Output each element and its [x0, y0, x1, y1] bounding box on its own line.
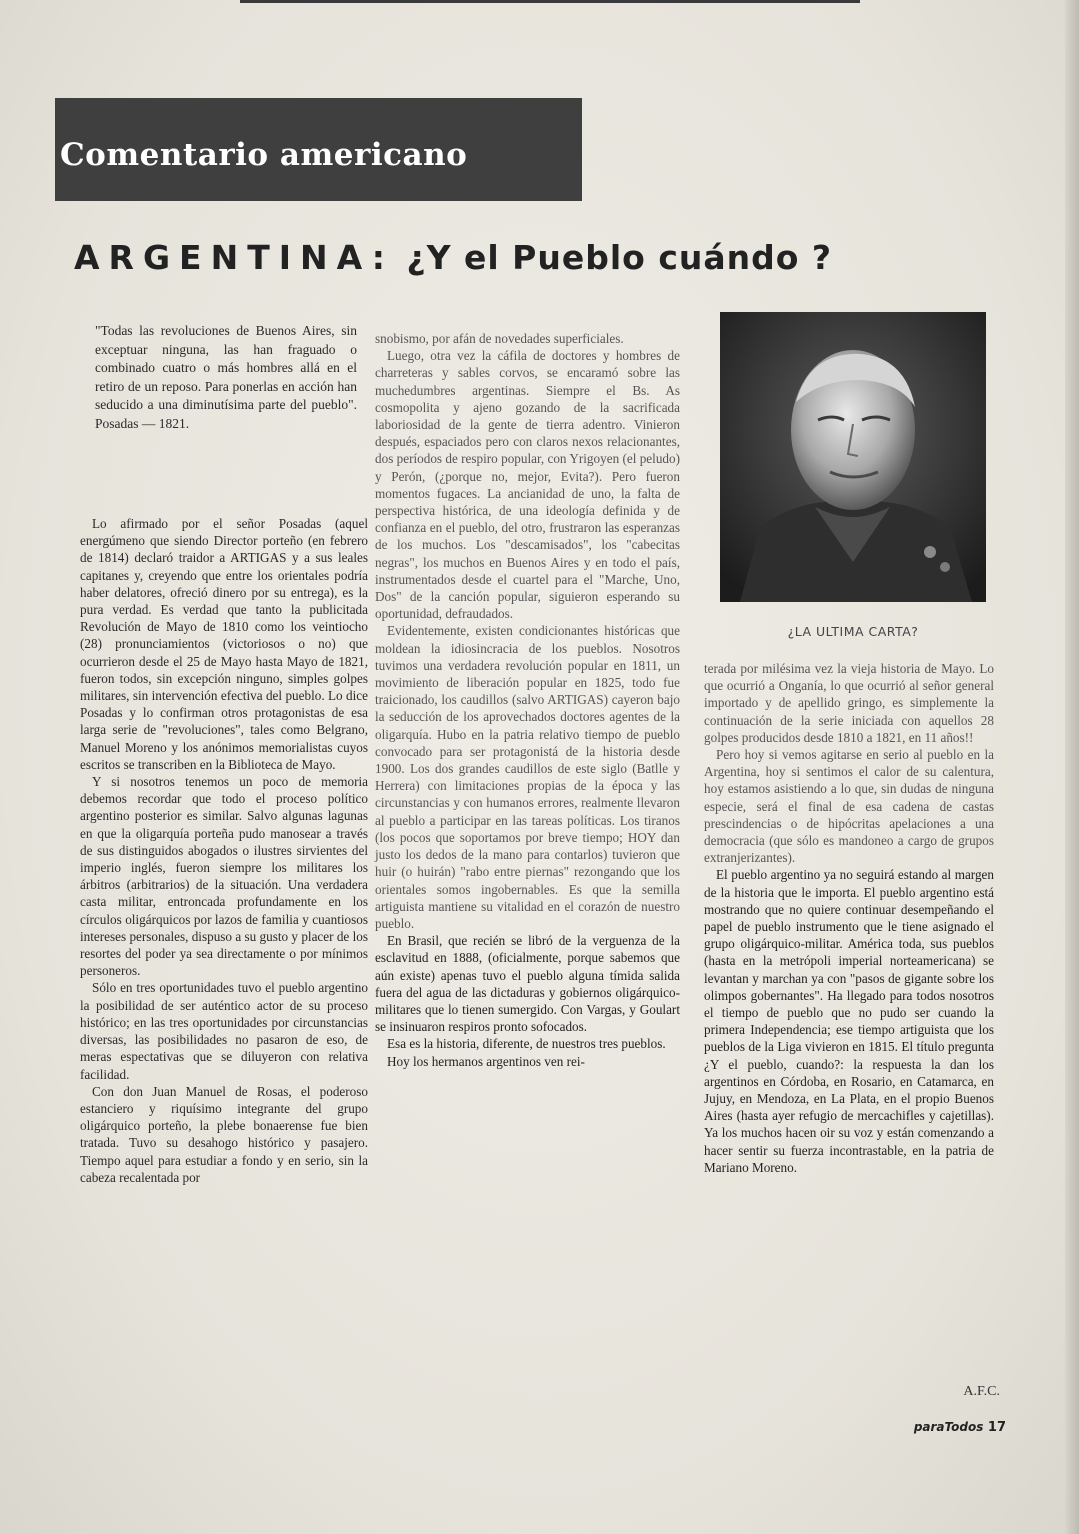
portrait-image: [720, 312, 986, 602]
paragraph: El pueblo argentino ya no seguirá estando al margen de la historia que le importa. El pueblo argentino está mostrando que no quiere continuar desempeñando el papel de pueblo instrumento que le tiene asignado el grupo oligárquico-militar. América toda, sus pueblos (hasta en la metrópoli imperial norteamericana) se levantan y marchan ya con "pasos de gigante sobre los olimpos gobernantes". Ha llegado para todos nosotros el tiempo de pueblo que no pudo ser cuando la primera Independencia; ese tiempo artiguista que los pueblos de la Liga vivieron en 1815. El título pregunta ¿Y el pueblo, cuando?: la respuesta la dan los argentinos en Córdoba, en Rosario, en Catamarca, en Jujuy, en Mendoza, en La Plata, en el propio Buenos Aires (hasta ayer refugio de mercachifles y cajetillas). Ya los muchos hacen oir su voz y están comenzando a hacer sentir su fuerza incontrastable, en la patria de Mariano Moreno.: [704, 867, 994, 1175]
portrait-photo: [720, 312, 986, 602]
paragraph: Esa es la historia, diferente, de nuestros tres pueblos.: [387, 1036, 666, 1052]
author-signature: A.F.C.: [963, 1384, 1000, 1399]
paragraph: Y si nosotros tenemos un poco de memoria debemos recordar que todo el proceso político argentino posterior es similar. Salvo algunas lagunas en que la oligarquía porteña pudo manosear a través de sus distinguidos abogados o ilustres sirvientes del imperio inglés, fueron siempre los militares los árbitros (arbitrarios) de la situación. Una verdadera casta militar, entroncada profundamente en los círculos oligárquicos por lazos de familia y cuantiosos intereses personales, dispuso a su gusto y placer de los resortes del poder ya sea directamente o por mínimos personeros.: [80, 774, 368, 979]
column-2: [375, 330, 680, 1070]
paragraph: Luego, otra vez la cáfila de doctores y hombres de charreteras y sables corvos, se encaramó sobre las muchedumbres argentinas. Siempre el Bs. As cosmopolita y ajeno gozando de la sacrificada laboriosidad de la gente de tierra adentro. Vinieron después, espaciados pero con claros nexos relacionantes, dos períodos de respiro popular, con Yrigoyen (el peludo) y Perón, (¿porque no, mejor, Evita?). Pero fueron momentos fugaces. La ancianidad de uno, la falta de perspectiva histórica, de una ideología definida y de confianza en el pueblo, del otro, frustraron las esperanzas de los muchos. Los "descamisados", los "cabecitas negras", los muchos en Buenos Aires y en todo el país, instrumentados desde el cuartel para el "Marche, Uno, Dos" de la canción popular, siguieron esperando su oportunidad, defraudados.: [375, 348, 680, 622]
paragraph: En Brasil, que recién se libró de la verguenza de la esclavitud en 1888, (oficialmente, porque sabemos que aún existe) apenas tuvo el pueblo alguna tímida salida fuera del agua de las dictaduras y gobiernos oligárquico-militares que lo tienen sumergido. Con Vargas, y Goulart se insinuaron respiros pronto sofocados.: [375, 933, 680, 1035]
column-3: [704, 660, 994, 1176]
paragraph: terada por milésima vez la vieja historia de Mayo. Lo que ocurrió a Onganía, lo que ocurrió al señor general importado y de apellido gringo, es simplemente la continuación de la serie iniciada con aquellos 28 golpes producidos desde 1810 a 1821, en 11 años!!: [704, 661, 994, 745]
headline-country: ARGENTINA:: [74, 238, 394, 277]
paragraph: Evidentemente, existen condicionantes históricas que moldean la idiosincracia de los pueblos. Nosotros tuvimos una verdadera revolución popular en 1811, un movimiento de liberación popular en 1825, todo fue traicionado, los caudillos (salvo ARTIGAS) cayeron bajo la seducción de los aprovechados doctores agentes de la oligarquía. Hubo en la patria relativo tiempo de pueblo convocado para ser protagonistá de la historia desde 1900. Los dos grandes caudillos de este siglo (Batlle y Herrera) con limitaciones propias de la época y las circunstancias y con humanos errores, realmente llevaron al pueblo a participar en las tareas políticas. Los tiranos (los pocos que soportamos por breve tiempo; HOY dan justo los dedos de la mano para contarlos) tuvieron que huir (o huirán) "rabo entre piernas" rezongando que los orientales somos ingobernables. Es que la semilla artiguista mantiene su vitalidad en el corazón de nuestro pueblo.: [375, 623, 680, 931]
column-1: [80, 515, 368, 1186]
page-footer: [860, 1420, 1006, 1435]
page-edge: [1065, 0, 1079, 1534]
paragraph: Hoy los hermanos argentinos ven rei-: [387, 1053, 585, 1069]
paragraph: snobismo, por afán de novedades superficiales.: [375, 331, 624, 346]
paragraph: Con don Juan Manuel de Rosas, el poderoso estanciero y riquísimo integrante del grupo oligárquico porteño, la plebe bonaerense fue bien tratada. Tuvo su desahogo histórico y pasajero. Tiempo aquel para estudiar a fondo y en serio, sin la cabeza recalentada por: [80, 1083, 368, 1185]
paragraph: Sólo en tres oportunidades tuvo el pueblo argentino la posibilidad de ser auténtico actor de su proceso histórico; en las tres oportunidades por circunstancias diversas, las posibilidades no pasaron de eso, de meras espectativas que se diluyeron con relativa facilidad.: [80, 980, 368, 1082]
paragraph: Pero hoy si vemos agitarse en serio al pueblo en la Argentina, hoy si sentimos el calor de su calentura, hoy estamos asistiendo a lo que, sin dudas de ninguna especie, será el final de esa cadena de castas prescindencias o de hipócritas apelaciones a una democracia (que sólo es mandoneo a cargo de grupos extranjerizantes).: [704, 747, 994, 866]
photo-caption: ¿LA ULTIMA CARTA?: [787, 624, 919, 639]
top-rule: [240, 0, 860, 3]
epigraph-quote: "Todas las revoluciones de Buenos Aires, sin exceptuar ninguna, las han fraguado o combinado cuatro o más hombres allá en el retiro de un reposo. Para ponerlas en acción han seducido a una diminutísima parte del pueblo". Posadas — 1821.: [95, 323, 357, 431]
page-number: 17: [987, 1420, 1006, 1435]
headline-question: ¿Y el Pueblo cuándo ?: [406, 238, 833, 277]
headline: [74, 238, 994, 277]
paragraph: Lo afirmado por el señor Posadas (aquel energúmeno que siendo Director porteño (en febrero de 1814) declaró traidor a ARTIGAS y a sus leales capitanes y, creyendo que entre los orientales podría haber delatores, ofreció dinero por su entrega), es la pura verdad. Es verdad que tanto la publicitada Revolución de Mayo de 1810 como los veintiocho (28) pronunciamientos (victoriosos o no) que ocurrieron desde el 25 de Mayo hasta Mayo de 1821, fueron todos, sin excepción ninguno, simples golpes militares, sin intervención efectiva del pueblo. Lo dice Posadas y lo confirman otros protagonistas de esa larga serie de "revoluciones", tales como Belgrano, Manuel Moreno y los anónimos memorialistas cuyos escritos se transcriben en la Biblioteca de Mayo.: [80, 516, 368, 772]
magazine-brand: paraTodos: [913, 1420, 984, 1434]
section-title: Comentario americano: [60, 137, 468, 173]
